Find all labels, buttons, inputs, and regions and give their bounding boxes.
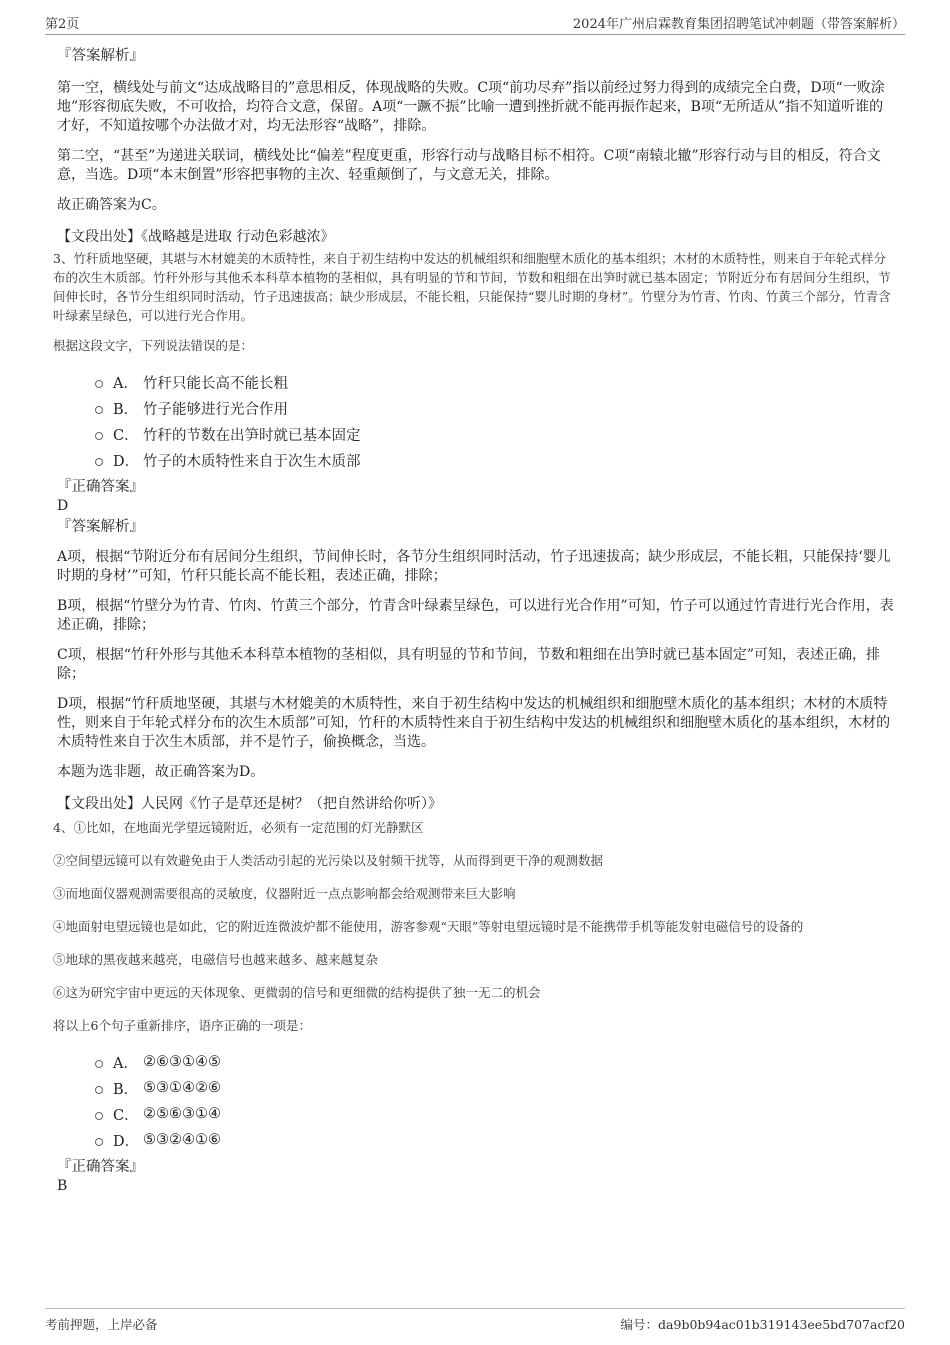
q3-analysis-label: 『答案解析』 xyxy=(57,519,144,535)
q3-option-d[interactable] xyxy=(95,447,897,473)
document-title: 2024年广州启霖教育集团招聘笔试冲刺题（带答案解析） xyxy=(572,17,905,32)
radio-icon[interactable] xyxy=(95,406,103,414)
option-letter: A． xyxy=(113,375,138,392)
q2-source: 【文段出处】《战略越是进取 行动色彩越浓》 xyxy=(57,229,335,245)
radio-icon[interactable] xyxy=(95,1060,103,1068)
q4-question: 将以上6个句子重新排序，语序正确的一项是： xyxy=(53,1018,311,1033)
radio-icon[interactable] xyxy=(95,380,103,388)
page-footer xyxy=(45,1308,905,1333)
option-text: 竹子的木质特性来自于次生木质部 xyxy=(143,453,361,470)
radio-icon[interactable] xyxy=(95,458,103,466)
document-id: 编号：da9b0b94ac01b319143ee5bd707acf20 xyxy=(620,1317,905,1332)
q4-option-d[interactable] xyxy=(95,1127,897,1153)
option-text: 竹子能够进行光合作用 xyxy=(143,401,288,418)
option-text: ⑤③①④②⑥ xyxy=(143,1080,221,1096)
q4-answer: B xyxy=(57,1178,68,1194)
q3-analysis-b: B项，根据“竹壁分为竹青、竹肉、竹黄三个部分，竹青含叶绿素呈绿色，可以进行光合作用”可知，竹子可以通过竹青进行光合作用，表述正确，排除； xyxy=(57,598,894,633)
page-header xyxy=(45,12,905,35)
q3-analysis-a: A项，根据“节附近分布有居间分生组织，节间伸长时，各节分生组织同时活动，竹子迅速拔高；缺少形成层，不能长粗，只能保持‘婴儿时期的身材’”可知，竹秆只能长高不能长粗，表述正确，排除； xyxy=(57,549,891,584)
option-letter: C． xyxy=(113,1107,139,1124)
option-text: ②⑥③①④⑤ xyxy=(143,1054,221,1070)
q2-analysis-label: 『答案解析』 xyxy=(57,48,144,64)
q4-option-a[interactable] xyxy=(95,1049,897,1075)
q4-options xyxy=(57,1049,897,1153)
q4-option-b[interactable] xyxy=(95,1075,897,1101)
radio-icon[interactable] xyxy=(95,1138,103,1146)
q4-sentence-5: ⑤地球的黑夜越来越亮，电磁信号也越来越多、越来越复杂 xyxy=(53,952,379,967)
q2-analysis-p2: 第二空，“甚至”为递进关联词，横线处比“偏差”程度更重，形容行动与战略目标不相符。C项“南辕北辙”形容行动与目的相反，符合文意，当选。D项“本末倒置”形容把事物的主次、轻重颠倒了，与文意无关，排除。 xyxy=(57,148,881,183)
radio-icon[interactable] xyxy=(95,432,103,440)
q2-conclusion: 故正确答案为C。 xyxy=(57,197,166,213)
page-content xyxy=(53,46,897,1195)
option-text: ②⑤⑥③①④ xyxy=(143,1106,221,1122)
option-letter: B． xyxy=(113,401,139,418)
q3-option-c[interactable] xyxy=(95,421,897,447)
q3-stem: 3、竹秆质地坚硬，其堪与木材媲美的木质特性，来自于初生结构中发达的机械组织和细胞壁木质化的基本组织；木材的木质特性，则来自于年轮式样分布的次生木质部。竹秆外形与其他禾本科草本植物的茎相似，具有明显的节和节间，节数和粗细在出笋时就已基本固定；节附近分布有居间分生组织，节间伸长时，各节分生组织同时活动，竹子迅速拔高；缺少形成层，不能长粗，只能保持“婴儿时期的身材”。竹壁分为竹青、竹肉、竹黄三个部分，竹青含叶绿素呈绿色，可以进行光合作用。 xyxy=(53,251,891,323)
q3-conclusion: 本题为选非题，故正确答案为D。 xyxy=(57,764,265,780)
option-text: ⑤③②④①⑥ xyxy=(143,1132,221,1148)
option-letter: D． xyxy=(113,1133,140,1150)
option-letter: A． xyxy=(113,1055,138,1072)
q4-option-c[interactable] xyxy=(95,1101,897,1127)
q3-analysis-c: C项，根据“竹秆外形与其他禾本科草本植物的茎相似，具有明显的节和节间，节数和粗细在出笋时就已基本固定”可知，表述正确，排除； xyxy=(57,647,881,682)
q4-sentence-1: 4、①比如，在地面光学望远镜附近，必须有一定范围的灯光静默区 xyxy=(53,820,424,835)
q3-answer: D xyxy=(57,498,69,514)
option-letter: C． xyxy=(113,427,139,444)
footer-slogan: 考前押题，上岸必备 xyxy=(45,1317,158,1332)
radio-icon[interactable] xyxy=(95,1086,103,1094)
q3-option-b[interactable] xyxy=(95,395,897,421)
q3-question: 根据这段文字，下列说法错误的是： xyxy=(53,338,254,353)
page-number: 第2页 xyxy=(45,17,80,32)
q4-answer-label: 『正确答案』 xyxy=(57,1159,144,1175)
option-letter: D． xyxy=(113,453,140,470)
q3-source: 【文段出处】人民网《竹子是草还是树？（把自然讲给你听）》 xyxy=(57,796,442,812)
q3-analysis-d: D项，根据“竹秆质地坚硬，其堪与木材媲美的木质特性，来自于初生结构中发达的机械组织和细胞壁木质化的基本组织；木材的木质特性，则来自于年轮式样分布的次生木质部”可知，竹秆的木质特性来自于初生结构中发达的机械组织和细胞壁木质化的基本组织，木材的木质特性来自于次生木质部，并不是竹子，偷换概念，当选。 xyxy=(57,696,891,750)
q4-sentence-3: ③而地面仪器观测需要很高的灵敏度，仪器附近一点点影响都会给观测带来巨大影响 xyxy=(53,886,516,901)
q3-option-a[interactable] xyxy=(95,369,897,395)
option-text: 竹秆只能长高不能长粗 xyxy=(143,375,288,392)
q4-sentence-6: ⑥这为研究宇宙中更远的天体现象、更微弱的信号和更细微的结构提供了独一无二的机会 xyxy=(53,985,541,1000)
option-letter: B． xyxy=(113,1081,139,1098)
q3-answer-label: 『正确答案』 xyxy=(57,479,144,495)
radio-icon[interactable] xyxy=(95,1112,103,1120)
q4-sentence-4: ④地面射电望远镜也是如此，它的附近连微波炉都不能使用，游客参观“天眼”等射电望远镜时是不能携带手机等能发射电磁信号的设备的 xyxy=(53,919,804,934)
q4-sentence-2: ②空间望远镜可以有效避免由于人类活动引起的光污染以及射频干扰等，从而得到更干净的观测数据 xyxy=(53,853,604,868)
q2-analysis-p1: 第一空，横线处与前文“达成战略目的”意思相反，体现战略的失败。C项“前功尽弃”指以前经过努力得到的成绩完全白费，D项“一败涂地”形容彻底失败，不可收拾，均符合文意，保留。A项“一蹶不振”比喻一遭到挫折就不能再振作起来，B项“无所适从”指不知道听谁的才好，不知道按哪个办法做才对，均无法形容“战略”，排除。 xyxy=(57,80,885,134)
q3-options xyxy=(57,369,897,473)
option-text: 竹秆的节数在出笋时就已基本固定 xyxy=(143,427,361,444)
